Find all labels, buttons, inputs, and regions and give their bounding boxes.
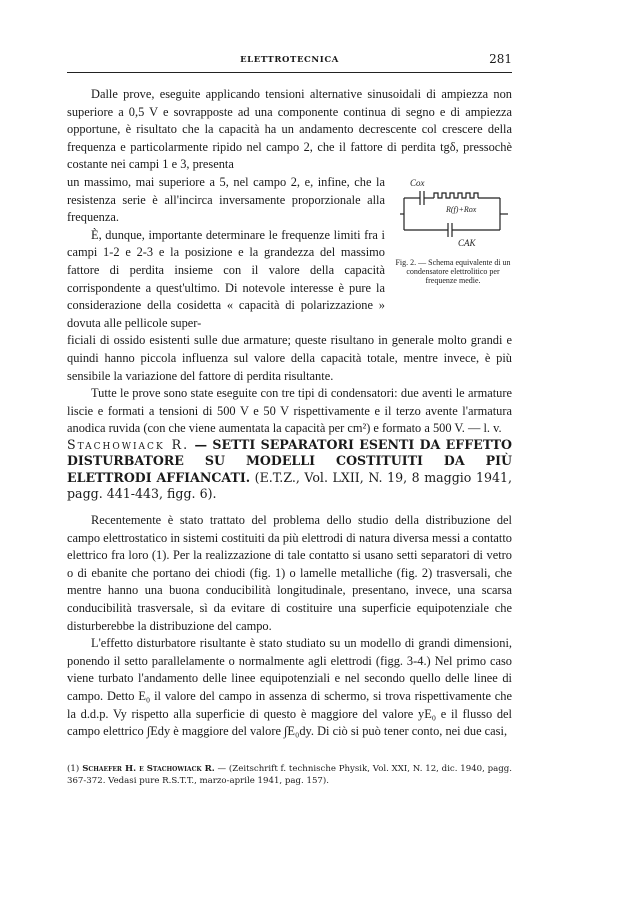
article-author: Stachowiack R. [67,437,190,452]
footnote [67,763,512,787]
section-2-text [67,512,512,741]
running-title: ELETTROTECNICA [240,55,339,65]
figure-2 [394,174,512,286]
article-reference: (E.T.Z., Vol. LXII, N. 19, 8 maggio 1941, pagg. 441-443, figg. 6). [67,469,512,502]
label-resistance: R(f)+Rox [446,204,477,214]
footnote-text: — (Zeitschrift f. technische Physik, Vol. XXI, N. 12, dic. 1940, pagg. 367-372. Vedasi pure R.S.T.T., marzo-aprile 1941, pag. 157). [67,764,512,786]
paragraph: un massimo, mai superiore a 5, nel campo 2, e, infine, che la resistenza serie è all'incirca inversamente proporzionale alla frequenza. [67,174,385,225]
footnote-authors: Schaefer H. e Stachowiack R. [79,764,215,774]
paragraph: È, dunque, importante determinare le frequenze limiti fra i campi 1-2 e 2-3 e la posizione e la grandezza del massimo fattore di perdita insieme con il valore della capacità corrispondente a quest'ultimo. Di notevole interesse è pure la considerazione della cosidetta « capacità di polarizzazione » dovuta alle pellicole super- [67,227,385,330]
paragraph: Tutte le prove sono state eseguite con tre tipi di condensatori: due aventi le armature liscie e formati a tensioni di 500 V e 50 V rispettivamente e il terzo avente l'armatura anodica ruvida (con che viene aumentata la capacità per cm²) e formato a 500 V. — l. v. [67,386,512,436]
figure-caption: Fig. 2. — Schema equivalente di un condensatore elettrolitico per frequenze medie. [395,257,511,286]
label-cox: Cox [410,177,425,188]
paragraph: Dalle prove, eseguite applicando tensioni alternative sinusoidali di ampiezza non superiore a 0,5 V e sovrapposte ad una componente continua di segno e di ampiezza opportune, è risultato che la capacità ha un andamento decrescente col crescere della frequenza e particolarmente ripido nel campo 2, che il fattore di perdita tgδ, pressochè costante nei campi 1 e 3, presenta [67,87,512,172]
article-title: — SETTI SEPARATORI ESENTI DA EFFETTO DISTURBATORE SU MODELLI COSTITUITI DA PIÙ ELETTRODI AFFIANCATI. [67,437,513,485]
label-cak: CAK [458,237,476,248]
running-header [67,50,512,73]
equivalent-circuit-diagram [400,174,510,250]
paragraph: Recentemente è stato trattato del problema dello studio della distribuzione del campo elettrostatico in sistemi costituiti da più elettrodi di natura diversa messi a contatto elettrico fra loro (1). Per la realizzazione di tale contatto si usano setti separatori di vetro o di ebanite che portano dei chiodi (fig. 1) o lamelle metalliche (fig. 2) trasversali, che mentre hanno una buona conducibilità longitudinale, presentano, invece, una scarsa conducibilità trasversale, sì da evitare di costituire una superficie equipotenziale che disturberebbe la distribuzione del campo. [67,513,512,633]
page-number: 281 [489,52,512,66]
paragraph: L'effetto disturbatore risultante è stato studiato su un modello di grandi dimensioni, ponendo il setto parallelamente o normalmente agli elettrodi (figg. 3-4.) Nel primo caso viene turbato l'andamento delle linee equipotenziali e nel secondo quello delle linee di campo. Detto E₀ il valore del campo in assenza di schermo, si trova rispettivamente che la d.d.p. Vy rispetto alla superficie di questo è maggiore del valore yE₀ e il flusso del campo elettrico ∫Edy è maggiore del valore ∫E₀dy. Di ciò si può tener conto, nei due casi, [67,636,512,739]
figure-wrap-block [67,174,512,332]
footnote-marker: (1) [67,764,80,774]
wrapped-text [67,174,385,332]
section-1-text [67,86,512,438]
article-heading [67,437,512,503]
paragraph: ficiali di ossido esistenti sulle due armature; queste risultano in generale molto grandi e quindi hanno piccola influenza sul valore della capacità totale, mentre invece, è più sensibile la variazione del fattore di perdita risultante. [67,333,512,383]
